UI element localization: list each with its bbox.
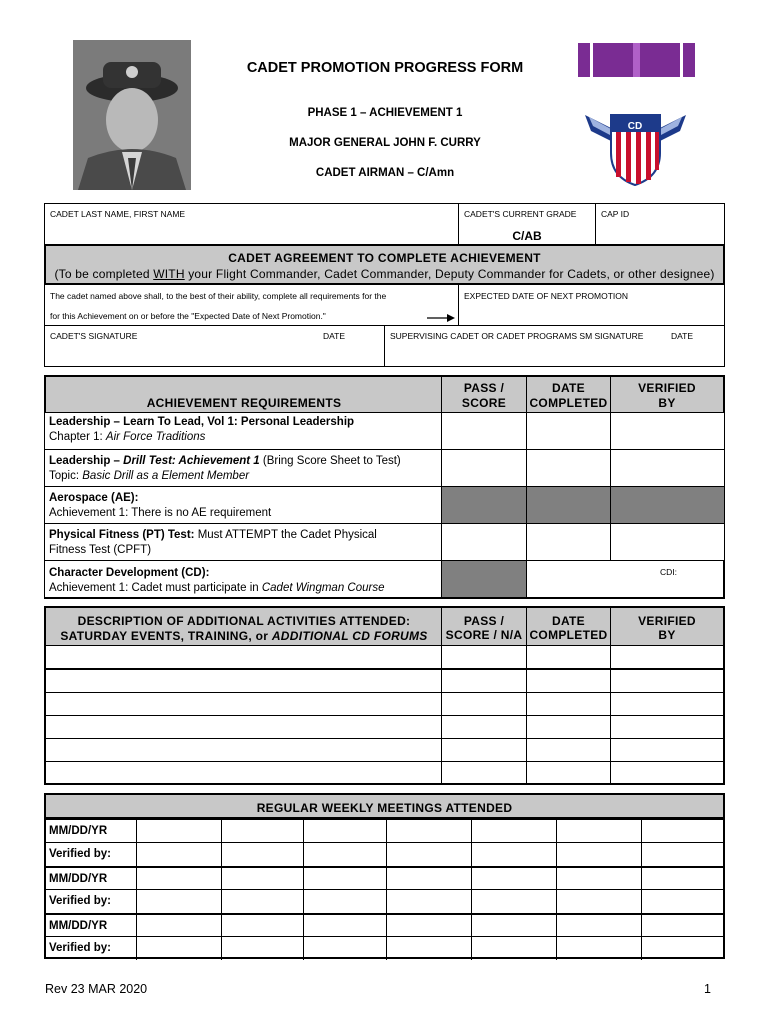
cdi-cell[interactable] [526, 560, 725, 599]
date-completed-cell[interactable] [526, 523, 611, 561]
col-by-label: BY [658, 628, 676, 642]
col-verified-label: VERIFIED [638, 381, 696, 395]
meeting-verified-label-cell [46, 889, 137, 913]
agreement-subtitle [46, 267, 723, 281]
verified-by-cell[interactable] [610, 449, 725, 487]
requirement-row-drill-test [44, 449, 442, 487]
activity-verified-cell[interactable] [610, 761, 725, 785]
meeting-date-cell[interactable] [221, 819, 304, 843]
agreement-subtitle-pre: (To be completed [54, 267, 154, 281]
req-detail: Topic: [49, 470, 83, 482]
activity-description-cell[interactable] [44, 692, 442, 716]
req-line [49, 491, 138, 506]
activity-date-cell[interactable] [526, 761, 611, 785]
requirement-row-leadership-learn [44, 412, 442, 450]
meeting-date-cell[interactable] [303, 819, 387, 843]
meeting-date-label: MM/DD/YR [49, 873, 108, 885]
meeting-date-cell[interactable] [471, 866, 557, 890]
meeting-date-cell[interactable] [136, 913, 222, 937]
form-title: CADET PROMOTION PROGRESS FORM [246, 60, 524, 76]
activity-description-cell[interactable] [44, 715, 442, 739]
meeting-date-cell[interactable] [303, 913, 387, 937]
meeting-verified-cell[interactable] [641, 936, 723, 960]
requirements-header-label: ACHIEVEMENT REQUIREMENTS [146, 396, 342, 410]
cadet-name-field[interactable] [44, 203, 459, 245]
activity-verified-cell[interactable] [610, 715, 725, 739]
col-verified-by [610, 375, 725, 413]
meeting-verified-cell[interactable] [303, 889, 387, 913]
meeting-verified-cell[interactable] [136, 842, 222, 866]
req-detail-italic: Air Force Traditions [105, 431, 206, 443]
activity-pass-score-cell[interactable] [441, 761, 527, 785]
meeting-verified-label-cell [46, 936, 137, 960]
meeting-verified-label: Verified by: [49, 942, 111, 954]
activity-description-cell[interactable] [44, 645, 442, 669]
cadet-grade-label: CADET'S CURRENT GRADE [464, 209, 577, 219]
meetings-table [44, 793, 725, 959]
expected-date-field[interactable] [458, 284, 725, 326]
cadet-grade-value: C/AB [512, 229, 542, 243]
req-title: Leadership – Learn To Lead, Vol 1: Personal Leadership [49, 416, 355, 428]
requirement-row-character-development [44, 560, 442, 599]
supervisor-date-label: DATE [671, 331, 694, 341]
requirements-table [44, 375, 725, 599]
grade-text: CADET AIRMAN – C/Amn [315, 167, 455, 179]
req-title: Aerospace (AE): [49, 492, 139, 504]
meeting-date-cell[interactable] [386, 866, 472, 890]
col-score-label: SCORE [461, 396, 507, 410]
meeting-verified-cell[interactable] [136, 889, 222, 913]
req-line [49, 566, 209, 581]
activity-verified-cell[interactable] [610, 692, 725, 716]
cap-id-field[interactable] [595, 203, 725, 245]
col-completed-label: COMPLETED [529, 396, 608, 410]
meeting-verified-cell[interactable] [556, 889, 642, 913]
activities-table [44, 606, 725, 784]
req-line [49, 506, 271, 521]
activity-description-cell[interactable] [44, 738, 442, 762]
cadet-signature-date-label: DATE [323, 331, 346, 341]
req-line [49, 415, 354, 430]
activity-pass-score-cell[interactable] [441, 738, 527, 762]
cdi-label: CDI: [660, 567, 677, 577]
req-title: Physical Fitness (PT) Test: [49, 529, 195, 541]
meeting-date-cell[interactable] [641, 913, 723, 937]
verified-by-cell[interactable] [610, 412, 725, 450]
meetings-header-label: REGULAR WEEKLY MEETINGS ATTENDED [256, 801, 513, 815]
col-completed-label: COMPLETED [529, 628, 608, 642]
meeting-verified-cell[interactable] [386, 936, 472, 960]
agreement-subtitle-post: your Flight Commander, Cadet Commander, Deputy Commander for Cadets, or other designee) [184, 267, 715, 281]
cap-shield-emblem-icon [583, 107, 688, 187]
meetings-header [46, 795, 723, 819]
col-score-na-label: SCORE / N/A [445, 628, 523, 642]
cadet-signature-field[interactable] [44, 325, 385, 367]
activities-header [44, 606, 442, 646]
meeting-verified-label: Verified by: [49, 848, 111, 860]
requirement-row-physical-fitness [44, 523, 442, 561]
revision-label: Rev 23 MAR 2020 [45, 982, 148, 996]
activity-date-cell[interactable] [526, 645, 611, 669]
activity-pass-score-cell[interactable] [441, 669, 527, 693]
activity-pass-score-cell[interactable] [441, 692, 527, 716]
pass-score-cell[interactable] [441, 412, 527, 450]
activity-date-cell[interactable] [526, 738, 611, 762]
meeting-verified-cell[interactable] [386, 842, 472, 866]
req-line [49, 430, 205, 445]
cadet-grade-field[interactable] [458, 203, 596, 245]
col-date-completed [526, 606, 611, 646]
agreement-text-cell [44, 284, 459, 326]
col-verified-label: VERIFIED [638, 614, 696, 628]
pass-score-cell-disabled [441, 486, 527, 524]
meeting-date-cell[interactable] [556, 866, 642, 890]
supervisor-signature-field[interactable] [384, 325, 725, 367]
date-completed-cell-disabled [526, 486, 611, 524]
req-line [49, 581, 384, 596]
activity-description-cell[interactable] [44, 761, 442, 785]
cap-id-label: CAP ID [601, 209, 630, 219]
meeting-date-cell[interactable] [303, 866, 387, 890]
req-detail: Fitness Test (CPFT) [49, 544, 152, 556]
agreement-subtitle-with: WITH [153, 267, 185, 281]
col-date-completed [526, 375, 611, 413]
meeting-verified-cell[interactable] [471, 936, 557, 960]
meeting-date-label: MM/DD/YR [49, 920, 108, 932]
meeting-verified-cell[interactable] [556, 842, 642, 866]
date-completed-cell[interactable] [526, 449, 611, 487]
meeting-date-cell[interactable] [556, 819, 642, 843]
meeting-verified-cell[interactable] [221, 936, 304, 960]
expected-date-label: EXPECTED DATE OF NEXT PROMOTION [464, 291, 629, 301]
activity-date-cell[interactable] [526, 669, 611, 693]
meeting-date-label: MM/DD/YR [49, 825, 108, 837]
requirements-header [44, 375, 442, 413]
pass-score-cell-disabled [441, 560, 527, 599]
agreement-title: CADET AGREEMENT TO COMPLETE ACHIEVEMENT [228, 251, 541, 265]
activity-description-cell[interactable] [44, 669, 442, 693]
meeting-verified-cell[interactable] [641, 842, 723, 866]
supervisor-signature-label: SUPERVISING CADET OR CADET PROGRAMS SM SIGNATURE [390, 331, 644, 341]
meeting-date-cell[interactable] [641, 819, 723, 843]
req-title: Leadership – [49, 455, 124, 467]
meeting-date-cell[interactable] [641, 866, 723, 890]
cadet-name-label: CADET LAST NAME, FIRST NAME [50, 209, 186, 219]
req-line [49, 528, 377, 543]
arrow-right-icon [427, 310, 455, 320]
activity-verified-cell[interactable] [610, 669, 725, 693]
col-by-label: BY [658, 396, 676, 410]
meeting-date-cell[interactable] [471, 819, 557, 843]
meeting-date-cell[interactable] [386, 913, 472, 937]
req-note: (Bring Score Sheet to Test) [259, 455, 401, 467]
req-detail-italic: Cadet Wingman Course [261, 582, 385, 594]
meeting-verified-cell[interactable] [221, 889, 304, 913]
meeting-date-cell[interactable] [136, 866, 222, 890]
meeting-verified-cell[interactable] [136, 936, 222, 960]
phase-text: PHASE 1 – ACHIEVEMENT 1 [307, 107, 463, 119]
activities-header-line2 [46, 629, 442, 643]
namesake-text: MAJOR GENERAL JOHN F. CURRY [289, 137, 481, 149]
meeting-date-cell[interactable] [471, 913, 557, 937]
col-date-label: DATE [552, 614, 585, 628]
activities-header-line1: DESCRIPTION OF ADDITIONAL ACTIVITIES ATTENDED: [77, 614, 411, 628]
pass-score-cell[interactable] [441, 449, 527, 487]
page-number: 1 [704, 982, 711, 996]
meeting-verified-cell[interactable] [471, 889, 557, 913]
pass-score-cell[interactable] [441, 523, 527, 561]
meeting-verified-cell[interactable] [303, 936, 387, 960]
req-detail: Achievement 1: There is no AE requirement [49, 507, 272, 519]
activity-date-cell[interactable] [526, 715, 611, 739]
activity-pass-score-cell[interactable] [441, 645, 527, 669]
meeting-date-cell[interactable] [221, 913, 304, 937]
meeting-verified-cell[interactable] [471, 842, 557, 866]
verified-by-cell-disabled [610, 486, 725, 524]
meeting-date-label-cell [46, 913, 137, 937]
col-verified-by [610, 606, 725, 646]
activities-header-line2-pre: SATURDAY EVENTS, TRAINING, or [60, 629, 272, 643]
activity-date-cell[interactable] [526, 692, 611, 716]
activity-verified-cell[interactable] [610, 738, 725, 762]
meeting-date-label-cell [46, 866, 137, 890]
cadet-signature-label: CADET'S SIGNATURE [50, 331, 138, 341]
meeting-verified-cell[interactable] [303, 842, 387, 866]
req-line [49, 469, 249, 484]
col-date-label: DATE [552, 381, 585, 395]
req-title-italic: Drill Test: Achievement 1 [123, 455, 260, 467]
activity-pass-score-cell[interactable] [441, 715, 527, 739]
req-detail: Achievement 1: Cadet must participate in [49, 582, 262, 594]
ribbon-icon [578, 43, 695, 77]
meeting-verified-label-cell [46, 842, 137, 866]
requirement-row-aerospace [44, 486, 442, 524]
agreement-text-line2: for this Achievement on or before the "Expected Date of Next Promotion." [50, 311, 326, 321]
meeting-date-cell[interactable] [136, 819, 222, 843]
verified-by-cell[interactable] [610, 523, 725, 561]
req-title: Character Development (CD): [49, 567, 210, 579]
col-pass-score [441, 375, 527, 413]
req-detail: Chapter 1: [49, 431, 106, 443]
meeting-date-label-cell [46, 819, 137, 843]
agreement-text-line1: The cadet named above shall, to the best of their ability, complete all requirements for the [50, 291, 387, 301]
meeting-verified-cell[interactable] [556, 936, 642, 960]
col-pass-label: PASS / [463, 614, 505, 628]
meeting-verified-cell[interactable] [641, 889, 723, 913]
meeting-date-cell[interactable] [221, 866, 304, 890]
meeting-verified-cell[interactable] [386, 889, 472, 913]
req-note: Must ATTEMPT the Cadet Physical [194, 529, 377, 541]
svg-text:CD: CD [627, 121, 643, 132]
date-completed-cell[interactable] [526, 412, 611, 450]
activities-header-line2-italic: ADDITIONAL CD FORUMS [271, 629, 428, 643]
meeting-verified-label: Verified by: [49, 895, 111, 907]
meeting-verified-cell[interactable] [221, 842, 304, 866]
activity-verified-cell[interactable] [610, 645, 725, 669]
req-line [49, 543, 151, 558]
meeting-date-cell[interactable] [556, 913, 642, 937]
req-line [49, 454, 401, 469]
agreement-header [44, 244, 725, 285]
meeting-date-cell[interactable] [386, 819, 472, 843]
req-detail-italic: Basic Drill as a Element Member [82, 470, 250, 482]
col-pass-label: PASS / [463, 381, 505, 395]
col-pass-score-na [441, 606, 527, 646]
